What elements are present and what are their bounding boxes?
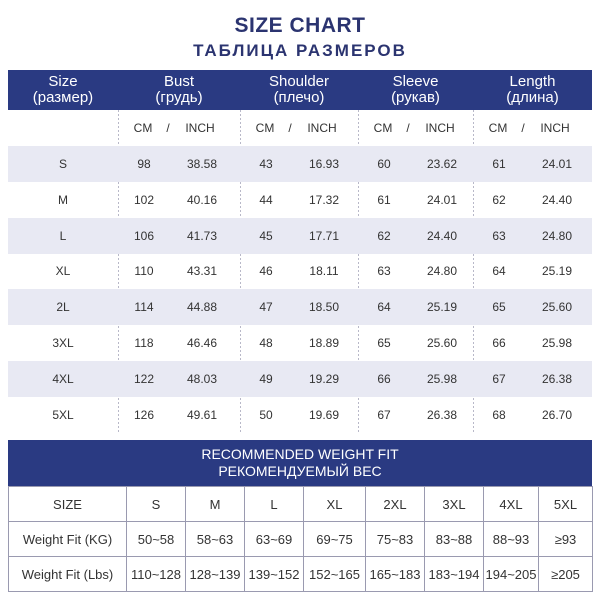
inch-cell: 48.03 <box>186 371 218 386</box>
size-cell: 2L <box>56 300 70 315</box>
weight-kg-cell: 88~93 <box>484 522 539 557</box>
unit-inch: INCH <box>307 121 337 135</box>
weight-kg-cell: 75~83 <box>366 522 425 557</box>
header-col-label-ru: (размер) <box>32 89 94 106</box>
weight-kg-cell: 83~88 <box>425 522 484 557</box>
unit-cm: CM <box>373 121 393 135</box>
weight-size-row <box>9 487 593 522</box>
cm-cell: 118 <box>134 336 154 350</box>
header-col-sleeve <box>358 70 473 110</box>
cm-cell: 61 <box>377 192 391 207</box>
unit-slash: / <box>166 121 170 135</box>
unit-cm: CM <box>133 121 153 135</box>
page-subtitle: ТАБЛИЦА РАЗМЕРОВ <box>193 41 407 60</box>
header-col-label-ru: (плечо) <box>273 89 325 106</box>
inch-cell: 18.50 <box>308 300 340 315</box>
weight-kg-cell: 58~63 <box>186 522 245 557</box>
cm-cell: 110 <box>134 264 154 279</box>
size-cell: 4XL <box>52 371 74 386</box>
unit-slash: / <box>288 121 292 135</box>
units-row <box>8 110 592 146</box>
inch-cell: 40.16 <box>186 192 218 207</box>
cm-cell: 47 <box>259 300 273 315</box>
inch-cell: 25.19 <box>426 300 458 315</box>
size-row <box>8 325 592 361</box>
inch-cell: 46.46 <box>186 336 218 350</box>
weight-size-label: SIZE <box>9 487 127 522</box>
inch-cell: 19.69 <box>308 407 340 422</box>
cm-cell: 62 <box>492 192 506 207</box>
inch-cell: 44.88 <box>186 300 218 315</box>
header-col-shoulder <box>240 70 358 110</box>
cm-cell: 66 <box>492 336 506 350</box>
inch-cell: 24.40 <box>426 228 458 243</box>
weight-lbs-cell: 152~165 <box>304 557 366 592</box>
cm-cell: 67 <box>377 407 391 422</box>
weight-kg-cell: 63~69 <box>245 522 304 557</box>
cm-cell: 50 <box>259 407 273 422</box>
inch-cell: 17.71 <box>308 228 340 243</box>
weight-title-en: RECOMMENDED WEIGHT FIT <box>201 446 399 462</box>
inch-cell: 18.11 <box>309 264 339 279</box>
weight-grid <box>8 486 593 592</box>
cm-cell: 64 <box>377 300 391 315</box>
cm-cell: 46 <box>259 264 273 279</box>
cm-cell: 66 <box>377 371 391 386</box>
header-col-label-ru: (грудь) <box>155 89 203 106</box>
header-col-bust <box>118 70 240 110</box>
weight-kg-cell: ≥93 <box>539 522 593 557</box>
size-row <box>8 146 592 182</box>
header-col-length <box>473 70 592 110</box>
cm-cell: 126 <box>133 407 155 422</box>
weight-size-cell: 2XL <box>366 487 425 522</box>
unit-inch: INCH <box>425 121 455 135</box>
weight-table-header <box>8 440 592 486</box>
inch-cell: 24.80 <box>541 228 573 243</box>
cm-cell: 106 <box>133 228 155 243</box>
weight-lbs-cell: ≥205 <box>539 557 593 592</box>
inch-cell: 43.31 <box>186 264 218 279</box>
size-row <box>8 289 592 325</box>
inch-cell: 18.89 <box>308 336 340 350</box>
cm-cell: 67 <box>492 371 506 386</box>
weight-kg-label: Weight Fit (KG) <box>9 522 127 557</box>
weight-lbs-cell: 110~128 <box>127 557 186 592</box>
inch-cell: 25.60 <box>541 300 573 315</box>
inch-cell: 49.61 <box>186 407 218 422</box>
cm-cell: 63 <box>377 264 391 279</box>
weight-lbs-cell: 165~183 <box>366 557 425 592</box>
unit-slash: / <box>521 121 525 135</box>
inch-cell: 41.73 <box>186 228 218 243</box>
inch-cell: 38.58 <box>186 157 218 171</box>
size-row <box>8 182 592 218</box>
inch-cell: 24.40 <box>541 192 573 207</box>
header-col-label-ru: (рукав) <box>391 89 440 106</box>
inch-cell: 23.62 <box>426 157 458 171</box>
cm-cell: 62 <box>377 228 391 243</box>
cm-cell: 68 <box>492 407 506 422</box>
size-cell: S <box>58 157 67 171</box>
weight-size-cell: M <box>186 487 245 522</box>
weight-kg-row <box>9 522 593 557</box>
size-row <box>8 218 592 254</box>
size-cell: 3XL <box>52 336 74 350</box>
inch-cell: 25.60 <box>426 336 458 350</box>
inch-cell: 25.19 <box>541 264 573 279</box>
size-row <box>8 361 592 397</box>
inch-cell: 24.01 <box>541 157 573 171</box>
header-col-label-en: Sleeve <box>392 73 439 90</box>
cm-cell: 98 <box>137 157 151 171</box>
unit-inch: INCH <box>185 121 215 135</box>
header-col-label-en: Bust <box>163 73 194 90</box>
cm-cell: 102 <box>133 192 155 207</box>
weight-lbs-cell: 128~139 <box>186 557 245 592</box>
cm-cell: 122 <box>133 371 155 386</box>
inch-cell: 16.93 <box>308 157 340 171</box>
unit-inch: INCH <box>540 121 570 135</box>
size-cell: XL <box>55 264 71 279</box>
cm-cell: 44 <box>259 192 273 207</box>
header-col-label-ru: (длина) <box>506 89 559 106</box>
weight-lbs-label: Weight Fit (Lbs) <box>9 557 127 592</box>
cm-cell: 63 <box>492 228 506 243</box>
weight-size-cell: S <box>127 487 186 522</box>
weight-lbs-cell: 139~152 <box>245 557 304 592</box>
weight-size-cell: 4XL <box>484 487 539 522</box>
cm-cell: 65 <box>492 300 506 315</box>
inch-cell: 17.32 <box>308 192 340 207</box>
inch-cell: 25.98 <box>426 371 458 386</box>
header-col-label-en: Length <box>509 73 556 90</box>
page-title: SIZE CHART <box>234 14 366 37</box>
header-col-label-en: Shoulder <box>268 73 330 90</box>
inch-cell: 26.38 <box>541 371 573 386</box>
size-cell: L <box>59 228 67 243</box>
header-col-size <box>8 70 118 110</box>
size-row <box>8 397 592 433</box>
header-col-label-en: Size <box>48 73 78 90</box>
weight-kg-cell: 50~58 <box>127 522 186 557</box>
size-table <box>8 70 592 432</box>
cm-cell: 48 <box>259 336 273 350</box>
cm-cell: 60 <box>377 157 391 171</box>
cm-cell: 65 <box>377 336 391 350</box>
size-row <box>8 253 592 289</box>
weight-size-cell: 5XL <box>539 487 593 522</box>
unit-cm: CM <box>488 121 508 135</box>
size-cell: 5XL <box>52 407 74 422</box>
size-cell: M <box>58 192 68 207</box>
inch-cell: 24.80 <box>426 264 458 279</box>
inch-cell: 26.70 <box>541 407 573 422</box>
weight-size-cell: 3XL <box>425 487 484 522</box>
weight-size-cell: L <box>245 487 304 522</box>
inch-cell: 25.98 <box>541 336 573 350</box>
cm-cell: 49 <box>259 371 273 386</box>
inch-cell: 24.01 <box>426 192 458 207</box>
weight-lbs-cell: 194~205 <box>484 557 539 592</box>
weight-kg-cell: 69~75 <box>304 522 366 557</box>
cm-cell: 45 <box>259 228 273 243</box>
inch-cell: 19.29 <box>308 371 340 386</box>
unit-slash: / <box>406 121 410 135</box>
inch-cell: 26.38 <box>426 407 458 422</box>
cm-cell: 61 <box>492 157 506 171</box>
weight-lbs-row <box>9 557 593 592</box>
cm-cell: 114 <box>134 300 154 315</box>
weight-lbs-cell: 183~194 <box>425 557 484 592</box>
weight-size-cell: XL <box>304 487 366 522</box>
unit-cm: CM <box>255 121 275 135</box>
weight-title-ru: РЕКОМЕНДУЕМЫЙ ВЕС <box>218 463 382 479</box>
weight-table <box>8 440 592 590</box>
cm-cell: 43 <box>259 157 273 171</box>
cm-cell: 64 <box>492 264 506 279</box>
